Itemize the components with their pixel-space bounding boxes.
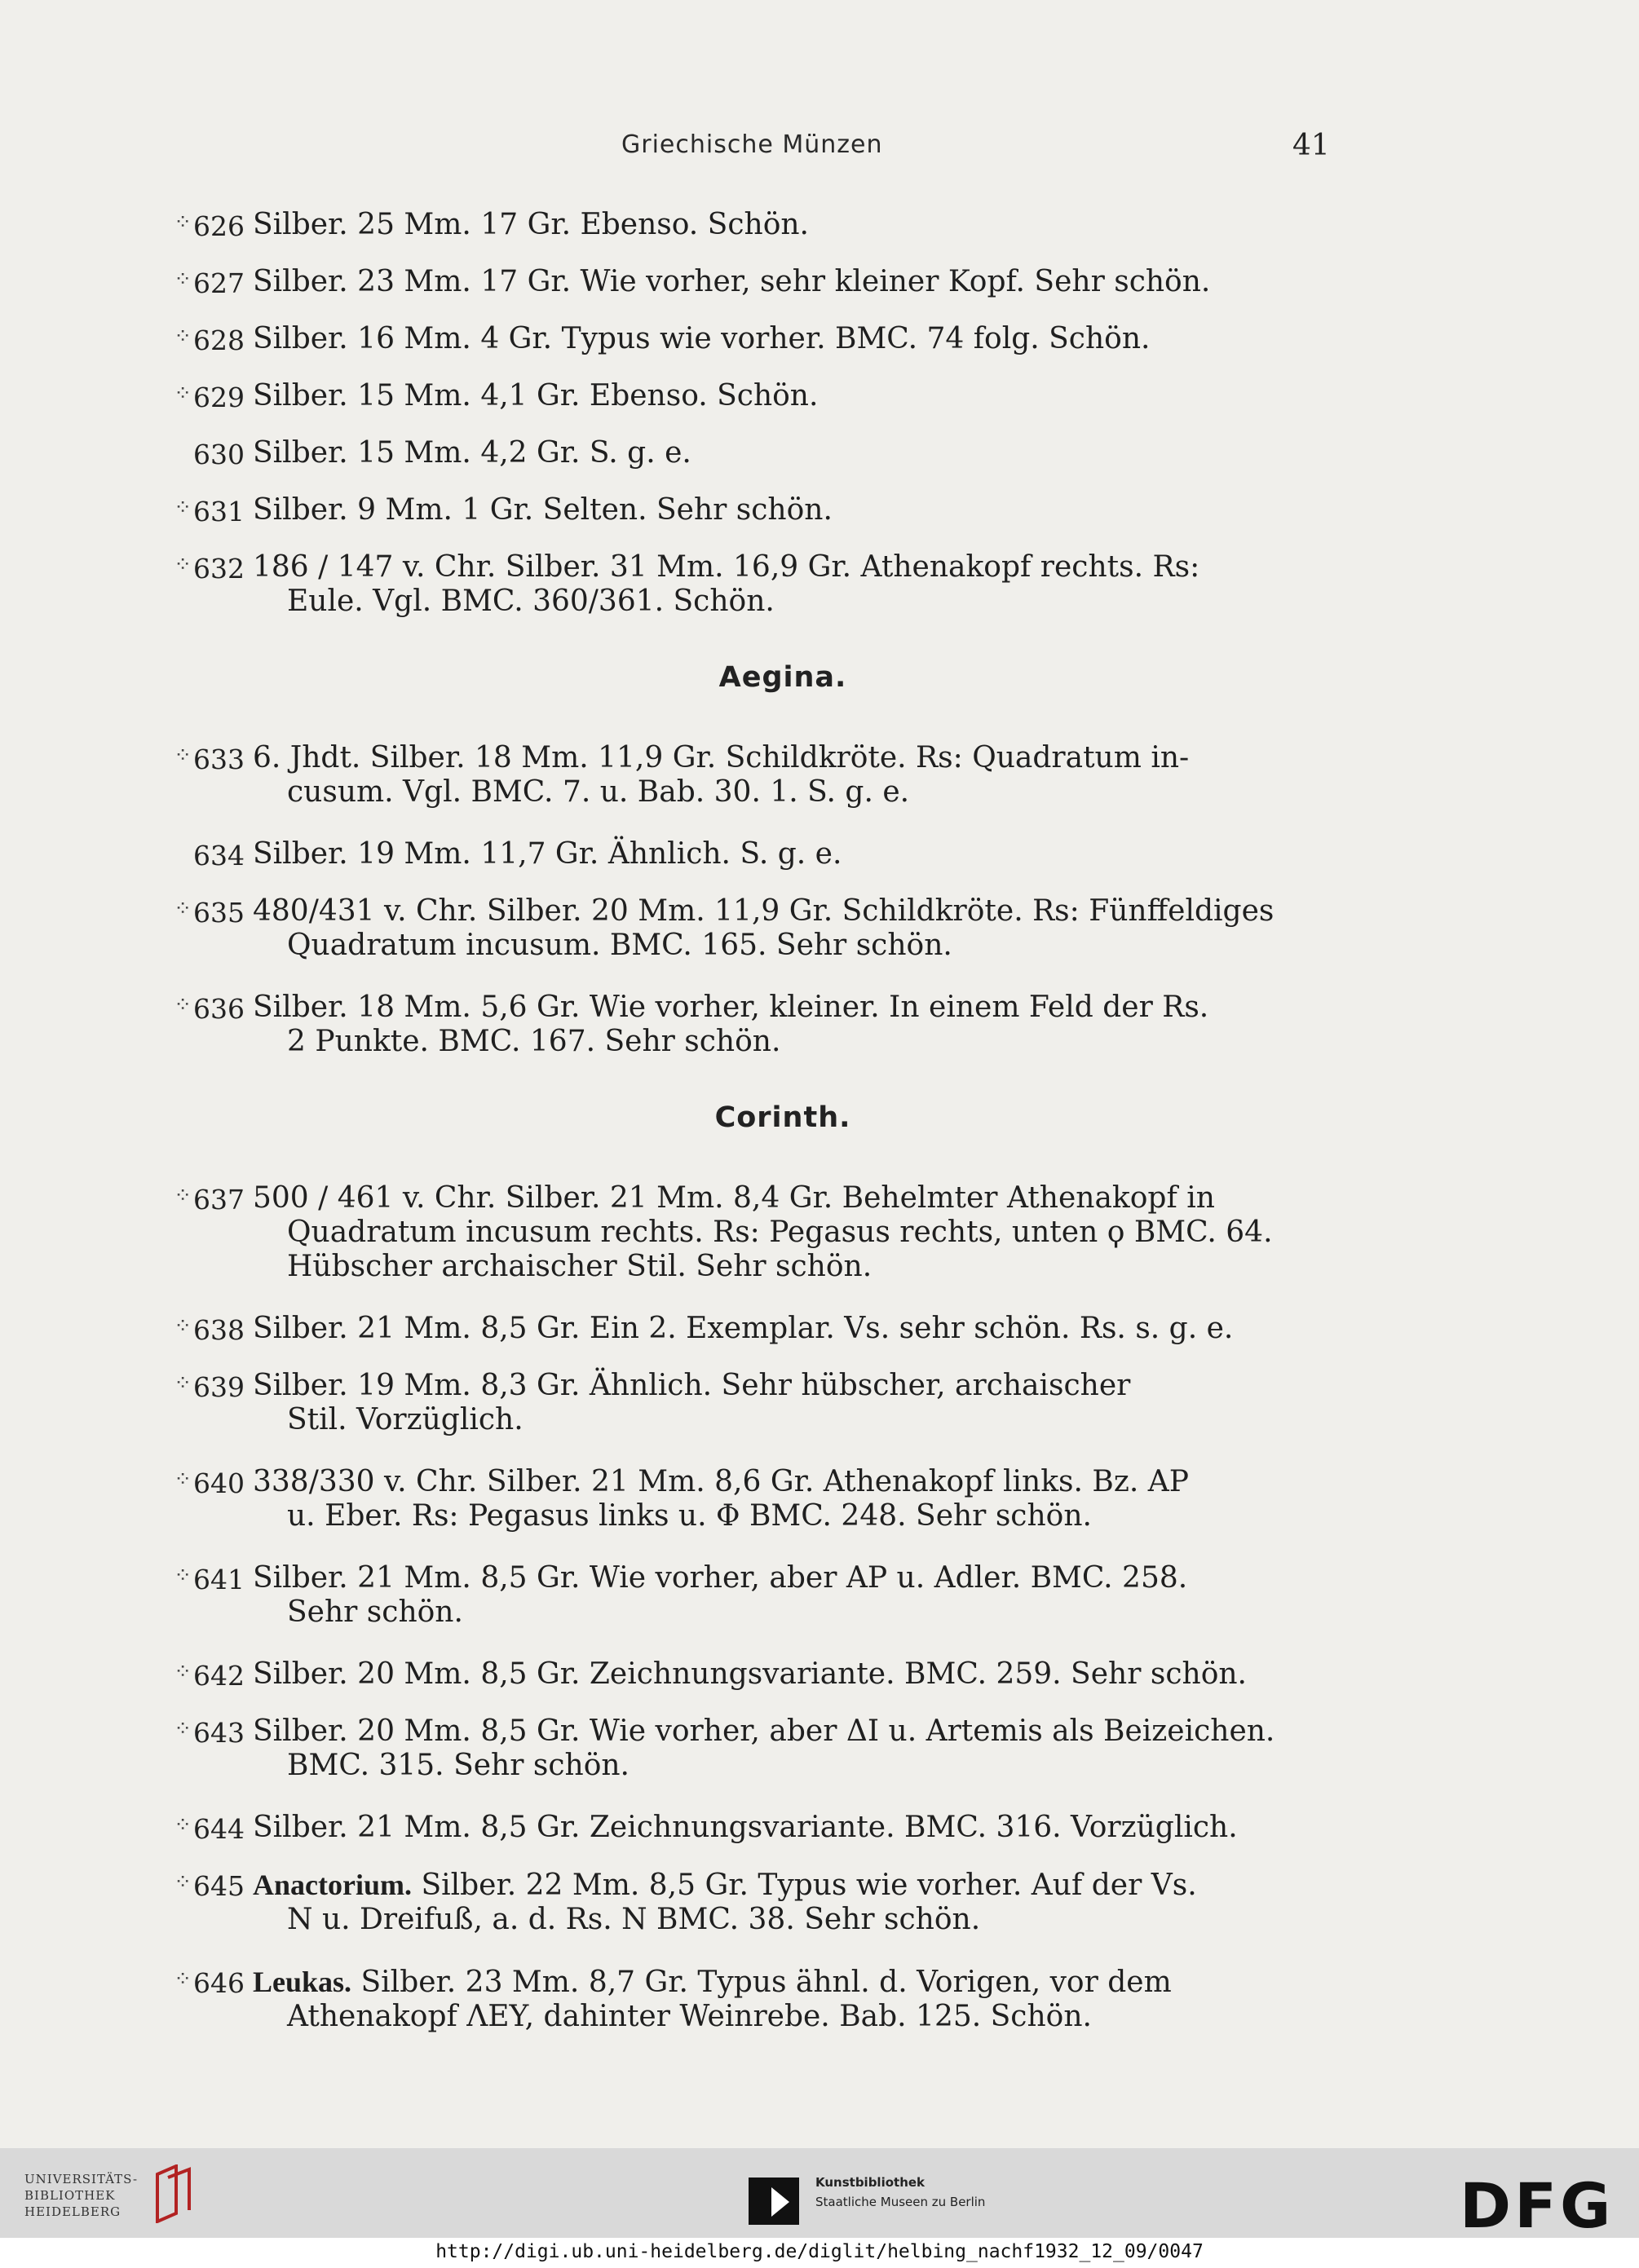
entry-text: Silber. 23 Mm. 8,7 Gr. Typus ähnl. d. Vorigen, vor dem	[360, 1966, 1172, 1999]
kunstbibliothek-label	[815, 2173, 985, 2212]
lot-number	[163, 1313, 245, 1350]
illustrated-marker-icon: ⁘	[174, 993, 192, 1017]
entry-description	[253, 550, 1337, 585]
illustrated-marker-icon: ⁘	[174, 496, 192, 520]
catalogue-entry	[163, 894, 1337, 963]
illustrated-marker-icon: ⁘	[174, 210, 192, 235]
entry-description	[253, 493, 1337, 527]
lot-number	[163, 839, 245, 873]
entry-continuation: N u. Dreifuß, a. d. Rs. N BMC. 38. Sehr schön.	[287, 1903, 981, 1936]
entry-description	[253, 1369, 1337, 1403]
entry-list-aegina	[163, 741, 1337, 1059]
entry-text: Silber. 9 Mm. 1 Gr. Selten. Sehr schön.	[253, 493, 833, 527]
catalogue-entry	[163, 1714, 1337, 1783]
entry-description	[253, 1868, 1337, 1903]
catalogue-entry	[163, 322, 1337, 356]
catalogue-entry	[163, 550, 1337, 619]
mint-place: Anactorium.	[253, 1869, 412, 1901]
catalogue-entry	[163, 1369, 1337, 1437]
entry-description	[253, 894, 1337, 929]
entry-text: Silber. 21 Mm. 8,5 Gr. Zeichnungsvariante. BMC. 316. Vorzüglich.	[253, 1811, 1238, 1844]
catalogue-entry	[163, 837, 1337, 871]
entry-text: Silber. 15 Mm. 4,1 Gr. Ebenso. Schön.	[253, 379, 819, 413]
lot-number-value: 632	[193, 553, 245, 585]
lot-number-value: 627	[193, 267, 245, 299]
lot-number	[163, 1659, 245, 1696]
entry-text: 500 / 461 v. Chr. Silber. 21 Mm. 8,4 Gr. Behelmter Athenakopf in	[253, 1181, 1215, 1215]
permalink-url[interactable]: http://digi.ub.uni-heidelberg.de/diglit/helbing_nachf1932_12_09/0047	[435, 2241, 1204, 2262]
entry-description	[253, 265, 1337, 299]
entry-description	[253, 741, 1337, 775]
entry-continuation: Stil. Vorzüglich.	[287, 1403, 524, 1436]
entry-text: Silber. 25 Mm. 17 Gr. Ebenso. Schön.	[253, 208, 809, 241]
lot-number-value: 642	[193, 1660, 245, 1692]
entry-text: Silber. 19 Mm. 11,7 Gr. Ähnlich. S. g. e.	[253, 837, 842, 871]
lot-number-value: 633	[193, 743, 245, 775]
illustrated-marker-icon: ⁘	[174, 1184, 192, 1208]
lot-number-value: 639	[193, 1371, 245, 1403]
uni-logo-line: UNIVERSITÄTS-	[24, 2172, 139, 2186]
lot-number-value: 630	[193, 439, 245, 470]
illustrated-marker-icon: ⁘	[174, 553, 192, 577]
dfg-logo[interactable]: DFG	[1460, 2169, 1615, 2242]
entry-text: Silber. 15 Mm. 4,2 Gr. S. g. e.	[253, 436, 691, 470]
lot-number-value: 638	[193, 1314, 245, 1346]
footer-logo-band	[0, 2148, 1639, 2242]
catalogue-entry	[163, 1965, 1337, 2034]
lot-number	[163, 1812, 245, 1849]
lot-number	[163, 1966, 245, 2003]
lot-number-value: 629	[193, 382, 245, 413]
catalogue-entry	[163, 208, 1337, 242]
lot-number-value: 634	[193, 840, 245, 871]
entry-continuation: Eule. Vgl. BMC. 360/361. Schön.	[287, 585, 775, 618]
section-heading-aegina: Aegina.	[718, 661, 847, 694]
entry-description	[253, 1657, 1337, 1692]
kunstbibliothek-logo-icon[interactable]	[749, 2178, 799, 2225]
illustrated-marker-icon: ⁘	[174, 743, 192, 768]
illustrated-marker-icon: ⁘	[174, 1717, 192, 1741]
heidelberg-library-logo[interactable]	[24, 2171, 138, 2220]
page-number: 41	[1292, 129, 1330, 162]
lot-number-value: 636	[193, 993, 245, 1025]
lot-number	[163, 210, 245, 246]
entry-text: Silber. 23 Mm. 17 Gr. Wie vorher, sehr kleiner Kopf. Sehr schön.	[253, 265, 1211, 298]
lot-number	[163, 1869, 245, 1906]
lot-number-value: 640	[193, 1467, 245, 1499]
lot-number	[163, 381, 245, 417]
lot-number-value: 631	[193, 496, 245, 527]
entry-continuation: BMC. 315. Sehr schön.	[287, 1749, 630, 1782]
entry-text: 338/330 v. Chr. Silber. 21 Mm. 8,6 Gr. Athenakopf links. Bz. AP	[253, 1465, 1189, 1498]
lot-number	[163, 992, 245, 1029]
entry-text: Silber. 21 Mm. 8,5 Gr. Wie vorher, aber AP u. Adler. BMC. 258.	[253, 1561, 1188, 1595]
illustrated-marker-icon: ⁘	[174, 1870, 192, 1895]
illustrated-marker-icon: ⁘	[174, 1967, 192, 1992]
lot-number-value: 635	[193, 897, 245, 929]
entry-text: Silber. 20 Mm. 8,5 Gr. Zeichnungsvariante. BMC. 259. Sehr schön.	[253, 1657, 1247, 1691]
lot-number	[163, 324, 245, 360]
entry-text: 6. Jhdt. Silber. 18 Mm. 11,9 Gr. Schildkröte. Rs: Quadratum in-	[253, 741, 1190, 774]
entry-description	[253, 837, 1337, 871]
section-heading-corinth: Corinth.	[714, 1101, 851, 1134]
entry-list-general	[163, 208, 1337, 619]
running-title: Griechische Münzen	[621, 130, 883, 159]
lot-number	[163, 1716, 245, 1753]
entry-list-corinth	[163, 1181, 1337, 2034]
illustrated-marker-icon: ⁘	[174, 1314, 192, 1339]
illustrated-marker-icon: ⁘	[174, 267, 192, 292]
lot-number	[163, 1370, 245, 1407]
lot-number	[163, 438, 245, 472]
illustrated-marker-icon: ⁘	[174, 382, 192, 406]
entry-continuation: u. Eber. Rs: Pegasus links u. Φ BMC. 248. Sehr schön.	[287, 1499, 1092, 1533]
catalogue-entry	[163, 991, 1337, 1059]
lot-number-value: 641	[193, 1564, 245, 1595]
lot-number	[163, 896, 245, 933]
entry-description	[253, 1811, 1337, 1845]
entry-text: Silber. 20 Mm. 8,5 Gr. Wie vorher, aber ΔI u. Artemis als Beizeichen.	[253, 1714, 1275, 1748]
catalogue-entry	[163, 1868, 1337, 1937]
entry-description	[253, 1561, 1337, 1595]
entry-continuation: Athenakopf ΛEY, dahinter Weinrebe. Bab. 125. Schön.	[287, 2000, 1092, 2033]
entry-description	[253, 379, 1337, 413]
entry-continuation: cusum. Vgl. BMC. 7. u. Bab. 30. 1. S. g. e.	[287, 775, 910, 809]
entry-description	[253, 208, 1337, 242]
catalogue-entry	[163, 436, 1337, 470]
lot-number	[163, 1467, 245, 1503]
illustrated-marker-icon: ⁘	[174, 1371, 192, 1396]
lot-number-value: 644	[193, 1813, 245, 1845]
illustrated-marker-icon: ⁘	[174, 1660, 192, 1684]
lot-number-value: 645	[193, 1870, 245, 1902]
entry-description	[253, 1312, 1337, 1346]
entry-text: Silber. 22 Mm. 8,5 Gr. Typus wie vorher. Auf der Vs.	[421, 1869, 1197, 1902]
catalogue-entry	[163, 493, 1337, 527]
catalogue-entry	[163, 265, 1337, 299]
catalogue-entry	[163, 1657, 1337, 1692]
catalogue-entry	[163, 1181, 1337, 1284]
lot-number	[163, 1563, 245, 1600]
catalogue-content	[163, 208, 1337, 2062]
lot-number-value: 643	[193, 1717, 245, 1749]
entry-description	[253, 1714, 1337, 1749]
lot-number	[163, 552, 245, 589]
lot-number	[163, 1183, 245, 1220]
entry-description	[253, 1465, 1337, 1499]
entry-continuation: Quadratum incusum. BMC. 165. Sehr schön.	[287, 929, 952, 962]
illustrated-marker-icon: ⁘	[174, 1564, 192, 1588]
kb-subtitle: Staatliche Museen zu Berlin	[815, 2195, 986, 2209]
catalogue-entry	[163, 1561, 1337, 1630]
catalogue-entry	[163, 379, 1337, 413]
entry-continuation: Hübscher archaischer Stil. Sehr schön.	[287, 1250, 873, 1283]
entry-text: 480/431 v. Chr. Silber. 20 Mm. 11,9 Gr. Schildkröte. Rs: Fünffeldiges	[253, 894, 1275, 928]
entry-description	[253, 1965, 1337, 2000]
illustrated-marker-icon: ⁘	[174, 1467, 192, 1492]
digitization-footer	[0, 2148, 1639, 2268]
entry-description	[253, 436, 1337, 470]
catalogue-entry	[163, 1465, 1337, 1533]
lot-number	[163, 743, 245, 779]
entry-description	[253, 322, 1337, 356]
lot-number-value: 628	[193, 324, 245, 356]
entry-continuation: Sehr schön.	[287, 1595, 463, 1629]
entry-continuation: 2 Punkte. BMC. 167. Sehr schön.	[287, 1025, 781, 1058]
entry-text: Silber. 19 Mm. 8,3 Gr. Ähnlich. Sehr hübscher, archaischer	[253, 1369, 1131, 1402]
entry-text: Silber. 18 Mm. 5,6 Gr. Wie vorher, kleiner. In einem Feld der Rs.	[253, 991, 1209, 1024]
heidelberg-emblem-icon	[153, 2164, 194, 2223]
entry-description	[253, 991, 1337, 1025]
illustrated-marker-icon: ⁘	[174, 324, 192, 349]
catalogue-entry	[163, 1312, 1337, 1346]
uni-logo-line: HEIDELBERG	[24, 2204, 121, 2219]
entry-description	[253, 1181, 1337, 1216]
mint-place: Leukas.	[253, 1966, 352, 1998]
lot-number-value: 626	[193, 210, 245, 242]
lot-number-value: 637	[193, 1184, 245, 1216]
entry-text: 186 / 147 v. Chr. Silber. 31 Mm. 16,9 Gr. Athenakopf rechts. Rs:	[253, 550, 1200, 584]
uni-logo-line: BIBLIOTHEK	[24, 2188, 116, 2203]
catalogue-entry	[163, 741, 1337, 810]
catalogue-entry	[163, 1811, 1337, 1845]
illustrated-marker-icon: ⁘	[174, 1813, 192, 1838]
kb-title: Kunstbibliothek	[815, 2175, 926, 2190]
page-header	[0, 130, 1639, 171]
lot-number	[163, 495, 245, 532]
entry-text: Silber. 16 Mm. 4 Gr. Typus wie vorher. BMC. 74 folg. Schön.	[253, 322, 1151, 355]
lot-number	[163, 267, 245, 303]
illustrated-marker-icon: ⁘	[174, 897, 192, 921]
entry-continuation: Quadratum incusum rechts. Rs: Pegasus rechts, unten ϙ BMC. 64.	[287, 1216, 1273, 1249]
entry-text: Silber. 21 Mm. 8,5 Gr. Ein 2. Exemplar. Vs. sehr schön. Rs. s. g. e.	[253, 1312, 1234, 1345]
lot-number-value: 646	[193, 1967, 245, 1999]
